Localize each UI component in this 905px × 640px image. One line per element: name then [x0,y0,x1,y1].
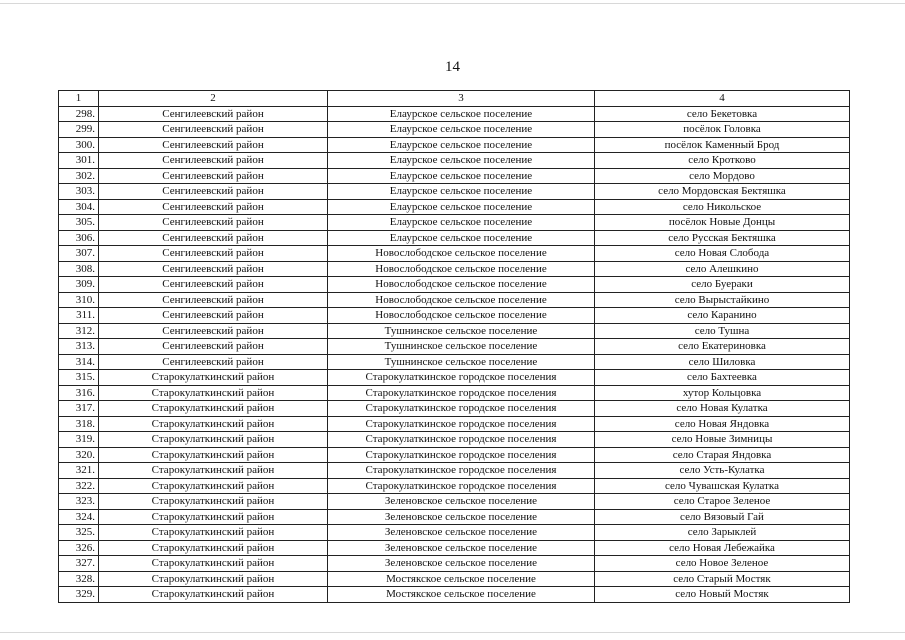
cell-settlement: Елаурское сельское поселение [328,230,595,246]
cell-number: 301. [59,153,99,169]
cell-settlement: Старокулаткинское городское поселения [328,416,595,432]
table-row [59,277,850,293]
cell-number: 327. [59,556,99,572]
cell-locality: село Новые Зимницы [595,432,850,448]
cell-settlement: Старокулаткинское городское поселения [328,432,595,448]
cell-number: 304. [59,199,99,215]
cell-district: Сенгилеевский район [99,308,328,324]
cell-settlement: Старокулаткинское городское поселения [328,463,595,479]
cell-number: 316. [59,385,99,401]
page-number: 14 [445,59,460,75]
table-row [59,215,850,231]
cell-locality: село Шиловка [595,354,850,370]
cell-number: 325. [59,525,99,541]
cell-district: Сенгилеевский район [99,354,328,370]
cell-district: Сенгилеевский район [99,246,328,262]
cell-number: 320. [59,447,99,463]
cell-locality: село Новая Яндовка [595,416,850,432]
header-col-3: 3 [328,91,595,107]
cell-locality: село Новая Лебежайка [595,540,850,556]
cell-settlement: Тушнинское сельское поселение [328,323,595,339]
cell-number: 313. [59,339,99,355]
header-row [59,91,850,107]
scan-edge-top [0,3,905,4]
cell-number: 326. [59,540,99,556]
table-header [59,91,850,107]
cell-settlement: Старокулаткинское городское поселения [328,370,595,386]
table-row [59,308,850,324]
cell-number: 323. [59,494,99,510]
table-row [59,168,850,184]
cell-district: Сенгилеевский район [99,230,328,246]
cell-number: 314. [59,354,99,370]
table-row [59,509,850,525]
cell-locality: село Никольское [595,199,850,215]
table-row [59,540,850,556]
cell-locality: село Зарыклей [595,525,850,541]
cell-locality: село Чувашская Кулатка [595,478,850,494]
table-row [59,525,850,541]
cell-settlement: Зеленовское сельское поселение [328,509,595,525]
cell-number: 306. [59,230,99,246]
cell-number: 298. [59,106,99,122]
cell-settlement: Елаурское сельское поселение [328,184,595,200]
cell-district: Старокулаткинский район [99,525,328,541]
cell-settlement: Зеленовское сельское поселение [328,525,595,541]
table-row [59,199,850,215]
cell-number: 329. [59,587,99,603]
table-row [59,432,850,448]
cell-number: 328. [59,571,99,587]
cell-locality: село Бахтеевка [595,370,850,386]
cell-number: 312. [59,323,99,339]
header-col-4: 4 [595,91,850,107]
cell-settlement: Новослободское сельское поселение [328,308,595,324]
cell-settlement: Старокулаткинское городское поселения [328,401,595,417]
cell-locality: село Мордово [595,168,850,184]
cell-number: 311. [59,308,99,324]
cell-district: Сенгилеевский район [99,277,328,293]
cell-locality: село Старое Зеленое [595,494,850,510]
cell-settlement: Тушнинское сельское поселение [328,339,595,355]
cell-settlement: Елаурское сельское поселение [328,106,595,122]
cell-locality: посёлок Каменный Брод [595,137,850,153]
cell-locality: село Тушна [595,323,850,339]
header-col-2: 2 [99,91,328,107]
table-row [59,370,850,386]
cell-district: Старокулаткинский район [99,540,328,556]
cell-district: Сенгилеевский район [99,261,328,277]
cell-number: 299. [59,122,99,138]
cell-number: 319. [59,432,99,448]
cell-district: Старокулаткинский район [99,432,328,448]
cell-settlement: Мостякское сельское поселение [328,587,595,603]
cell-locality: село Новая Слобода [595,246,850,262]
table-row [59,494,850,510]
cell-locality: село Новая Кулатка [595,401,850,417]
table-row [59,122,850,138]
cell-district: Сенгилеевский район [99,168,328,184]
cell-district: Старокулаткинский район [99,571,328,587]
cell-number: 321. [59,463,99,479]
cell-settlement: Старокулаткинское городское поселения [328,478,595,494]
cell-settlement: Тушнинское сельское поселение [328,354,595,370]
cell-locality: село Вязовый Гай [595,509,850,525]
cell-locality: хутор Кольцовка [595,385,850,401]
table-row [59,385,850,401]
cell-district: Старокулаткинский район [99,463,328,479]
cell-locality: село Усть-Кулатка [595,463,850,479]
cell-locality: село Старая Яндовка [595,447,850,463]
cell-number: 303. [59,184,99,200]
table-row [59,401,850,417]
cell-district: Сенгилеевский район [99,292,328,308]
cell-locality: посёлок Новые Донцы [595,215,850,231]
scan-edge-bottom [0,632,905,633]
cell-settlement: Зеленовское сельское поселение [328,494,595,510]
cell-locality: село Буераки [595,277,850,293]
table-row [59,184,850,200]
cell-locality: посёлок Головка [595,122,850,138]
table-row [59,153,850,169]
table-row [59,246,850,262]
cell-district: Сенгилеевский район [99,199,328,215]
table-row [59,587,850,603]
cell-number: 318. [59,416,99,432]
table-row [59,323,850,339]
cell-district: Сенгилеевский район [99,215,328,231]
cell-settlement: Елаурское сельское поселение [328,215,595,231]
table-row [59,230,850,246]
table-row [59,478,850,494]
cell-district: Старокулаткинский район [99,509,328,525]
cell-district: Сенгилеевский район [99,106,328,122]
cell-settlement: Елаурское сельское поселение [328,153,595,169]
cell-number: 305. [59,215,99,231]
cell-number: 324. [59,509,99,525]
cell-district: Старокулаткинский район [99,556,328,572]
cell-district: Старокулаткинский район [99,370,328,386]
cell-number: 302. [59,168,99,184]
cell-district: Сенгилеевский район [99,323,328,339]
cell-number: 309. [59,277,99,293]
header-col-1: 1 [59,91,99,107]
cell-district: Старокулаткинский район [99,447,328,463]
cell-number: 308. [59,261,99,277]
cell-settlement: Елаурское сельское поселение [328,137,595,153]
table-row [59,463,850,479]
cell-locality: село Вырыстайкино [595,292,850,308]
cell-settlement: Новослободское сельское поселение [328,277,595,293]
cell-locality: село Алешкино [595,261,850,277]
cell-locality: село Бекетовка [595,106,850,122]
cell-settlement: Мостякское сельское поселение [328,571,595,587]
cell-number: 322. [59,478,99,494]
table-row [59,292,850,308]
cell-settlement: Зеленовское сельское поселение [328,540,595,556]
table-row [59,137,850,153]
cell-settlement: Старокулаткинское городское поселения [328,447,595,463]
cell-district: Старокулаткинский район [99,416,328,432]
cell-district: Сенгилеевский район [99,153,328,169]
cell-settlement: Новослободское сельское поселение [328,292,595,308]
table-body [59,106,850,602]
cell-settlement: Новослободское сельское поселение [328,261,595,277]
cell-number: 310. [59,292,99,308]
table-row [59,571,850,587]
cell-number: 317. [59,401,99,417]
cell-number: 307. [59,246,99,262]
cell-locality: село Каранино [595,308,850,324]
cell-district: Старокулаткинский район [99,401,328,417]
cell-settlement: Новослободское сельское поселение [328,246,595,262]
cell-locality: село Екатериновка [595,339,850,355]
cell-settlement: Елаурское сельское поселение [328,199,595,215]
cell-settlement: Елаурское сельское поселение [328,122,595,138]
cell-number: 315. [59,370,99,386]
table-row [59,354,850,370]
cell-district: Сенгилеевский район [99,184,328,200]
cell-district: Старокулаткинский район [99,478,328,494]
cell-district: Сенгилеевский район [99,137,328,153]
cell-locality: село Кротково [595,153,850,169]
cell-locality: село Новый Мостяк [595,587,850,603]
cell-settlement: Зеленовское сельское поселение [328,556,595,572]
cell-settlement: Старокулаткинское городское поселения [328,385,595,401]
table-row [59,416,850,432]
table-row [59,106,850,122]
cell-locality: село Русская Бектяшка [595,230,850,246]
cell-district: Старокулаткинский район [99,494,328,510]
cell-district: Сенгилеевский район [99,339,328,355]
cell-locality: село Мордовская Бектяшка [595,184,850,200]
cell-district: Сенгилеевский район [99,122,328,138]
cell-district: Старокулаткинский район [99,587,328,603]
table-row [59,556,850,572]
cell-number: 300. [59,137,99,153]
cell-locality: село Новое Зеленое [595,556,850,572]
settlements-table [58,90,850,603]
table-row [59,261,850,277]
table-row [59,339,850,355]
cell-settlement: Елаурское сельское поселение [328,168,595,184]
cell-district: Старокулаткинский район [99,385,328,401]
cell-locality: село Старый Мостяк [595,571,850,587]
table-row [59,447,850,463]
